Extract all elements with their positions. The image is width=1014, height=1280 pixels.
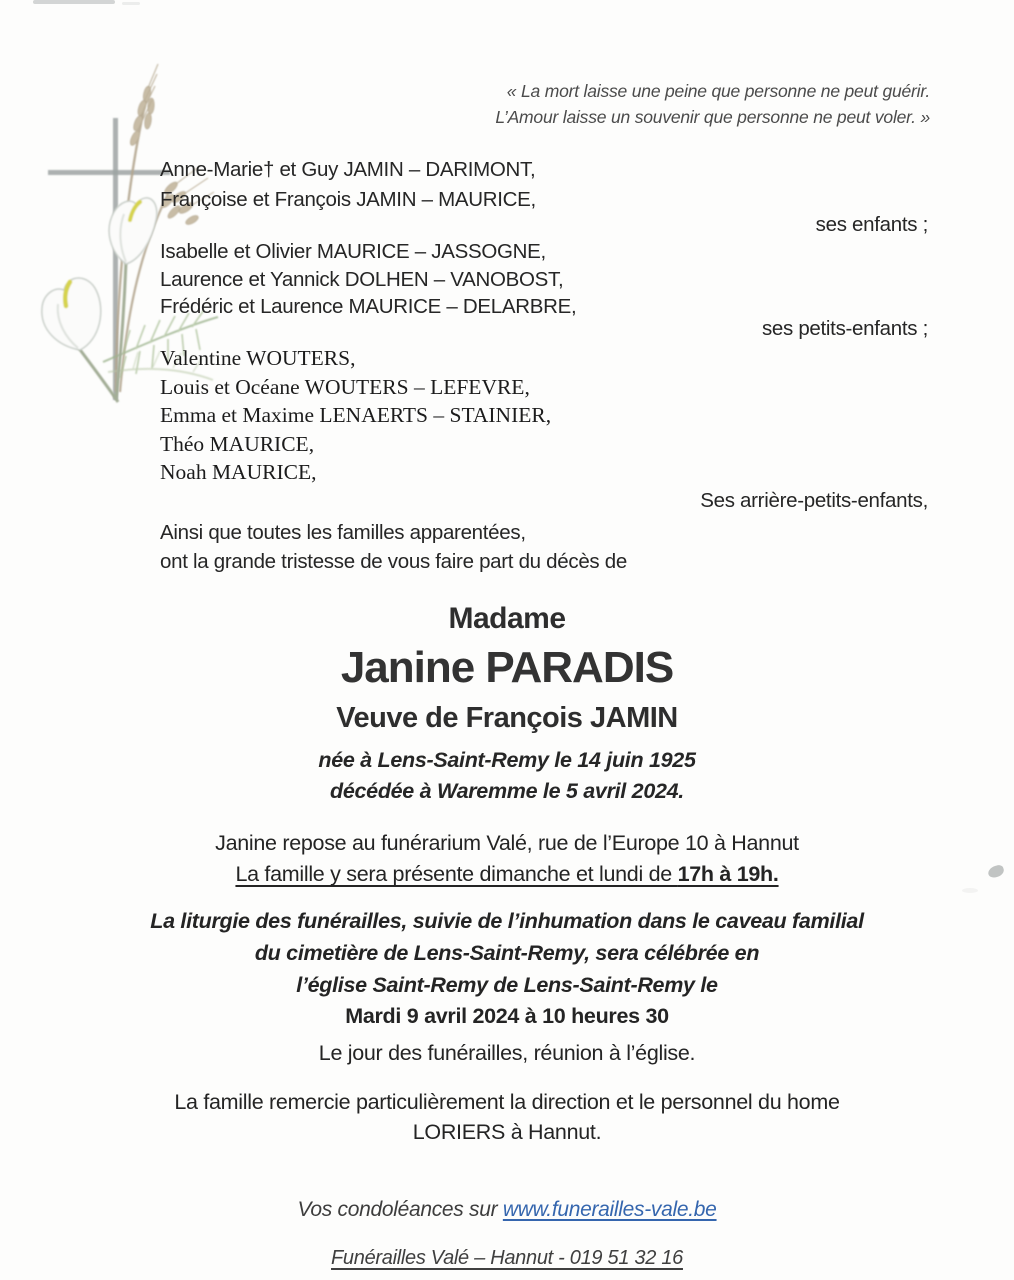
scan-artifact — [962, 888, 978, 893]
funeral-home-footer: Funérailles Valé – Hannut - 019 51 32 16 — [331, 1247, 683, 1269]
thanks-line: La famille remercie particulièrement la direction et le personnel du home — [174, 1090, 840, 1114]
grandchildren-name-line: Isabelle et Olivier MAURICE – JASSOGNE, — [160, 240, 546, 263]
meeting-line: Le jour des funérailles, réunion à l’église. — [318, 1041, 696, 1065]
deceased-name: Janine PARADIS — [340, 643, 674, 692]
deceased-title: Madame — [448, 602, 566, 635]
closing-line: ont la grande tristesse de vous faire part du décès de — [160, 550, 627, 573]
quote-line-1: « La mort laisse une peine que personne ne peut guérir. — [506, 81, 930, 101]
grandchildren-name-line: Frédéric et Laurence MAURICE – DELARBRE, — [160, 295, 577, 318]
great-grandchildren-name-line: Valentine WOUTERS, — [160, 346, 356, 370]
quote-line-2: L’Amour laisse un souvenir que personne ne peut voler. » — [495, 107, 930, 128]
ceremony-datetime: Mardi 9 avril 2024 à 10 heures 30 — [345, 1004, 669, 1028]
scan-artifact — [33, 0, 115, 4]
condolences-line — [0, 1198, 1014, 1222]
opening-quote — [495, 78, 930, 131]
deceased-birth-line: née à Lens-Saint-Remy le 14 juin 1925 — [318, 748, 696, 772]
deceased-widow-of: Veuve de François JAMIN — [336, 702, 678, 734]
great-grandchildren-name-line: Louis et Océane WOUTERS – LEFEVRE, — [160, 375, 530, 399]
thanks-line: LORIERS à Hannut. — [412, 1120, 602, 1144]
closing-line: Ainsi que toutes les familles apparentées, — [160, 521, 526, 544]
deceased-death-line: décédée à Waremme le 5 avril 2024. — [330, 779, 684, 803]
repose-line: Janine repose au funérarium Valé, rue de l’Europe 10 à Hannut — [215, 831, 799, 855]
presence-hours: 17h à 19h. — [677, 862, 779, 886]
liturgy-line: l’église Saint-Remy de Lens-Saint-Remy le — [296, 973, 718, 997]
grandchildren-name-line: Laurence et Yannick DOLHEN – VANOBOST, — [160, 268, 564, 291]
liturgy-line: La liturgie des funérailles, suivie de l’inhumation dans le caveau familial — [150, 909, 864, 933]
children-name-line: Françoise et François JAMIN – MAURICE, — [160, 188, 536, 211]
great-grandchildren-name-line: Théo MAURICE, — [160, 432, 315, 456]
children-name-line: Anne-Marie† et Guy JAMIN – DARIMONT, — [160, 158, 536, 181]
great-grandchildren-name-line: Emma et Maxime LENAERTS – STAINIER, — [160, 403, 552, 427]
condolences-website-link[interactable]: www.funerailles-vale.be — [502, 1198, 717, 1221]
relation-label-grandchildren: ses petits-enfants ; — [761, 317, 928, 340]
family-presence-line — [0, 862, 1014, 887]
calla-lily-upper — [109, 198, 157, 264]
presence-text: La famille y sera présente dimanche et lundi de — [235, 862, 678, 886]
condolences-text: Vos condoléances sur — [297, 1198, 503, 1221]
cross-icon — [48, 118, 170, 400]
great-grandchildren-name-line: Noah MAURICE, — [160, 460, 317, 484]
relation-label-great-grandchildren: Ses arrière-petits-enfants, — [700, 489, 928, 512]
relation-label-children: ses enfants ; — [815, 213, 928, 236]
scan-artifact — [122, 2, 140, 5]
calla-lily-lower — [42, 278, 101, 350]
liturgy-line: du cimetière de Lens-Saint-Remy, sera célébrée en — [254, 941, 760, 965]
